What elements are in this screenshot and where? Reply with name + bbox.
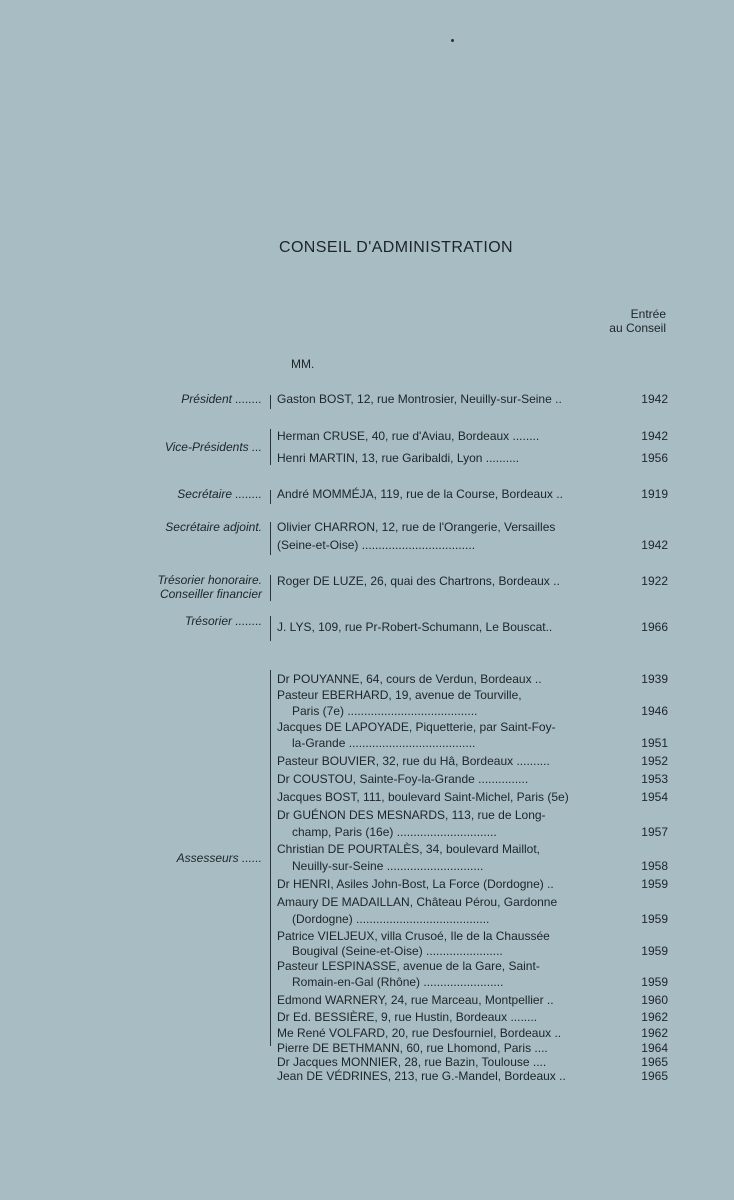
entry-text: (Dordogne) ........................................ — [292, 912, 490, 926]
entry-line — [277, 857, 668, 875]
entry-text: J. LYS, 109, rue Pr-Robert-Schumann, Le Bouscat.. — [277, 620, 553, 634]
entries — [277, 429, 668, 465]
bracket — [270, 575, 271, 601]
entry-line — [277, 487, 668, 501]
entries — [277, 574, 668, 588]
entry-line — [277, 959, 668, 973]
entry-text: Herman CRUSE, 40, rue d'Aviau, Bordeaux ........ — [277, 429, 540, 443]
entry-year: 1939 — [641, 672, 668, 686]
ink-mark — [451, 39, 454, 42]
entry-text: Jacques DE LAPOYADE, Piquetterie, par Saint-Foy- — [277, 720, 556, 734]
entry-year: 1942 — [641, 429, 668, 443]
entry-year: 1919 — [641, 487, 668, 501]
entry-text: Dr POUYANNE, 64, cours de Verdun, Bordeaux .. — [277, 672, 542, 686]
entry-text: Olivier CHARRON, 12, rue de l'Orangerie, Versailles — [277, 520, 556, 534]
entry-line — [277, 823, 668, 841]
entry-text: Pasteur LESPINASSE, avenue de la Gare, Saint- — [277, 959, 540, 973]
bracket — [270, 429, 271, 465]
entry-text: André MOMMÉJA, 119, rue de la Course, Bordeaux .. — [277, 487, 563, 501]
entry-text: Patrice VIELJEUX, villa Crusoé, Ile de la Chaussée — [277, 929, 550, 943]
entry-year: 1958 — [641, 859, 668, 873]
role-label: Conseiller financier — [159, 587, 262, 601]
entry-year: 1959 — [641, 944, 668, 958]
entry-line — [277, 894, 668, 910]
entry-line — [277, 429, 668, 443]
entry-year: 1962 — [641, 1010, 668, 1024]
entry-line — [277, 1009, 668, 1025]
entries — [277, 392, 668, 406]
entry-line — [277, 392, 668, 406]
role-label: Trésorier honoraire. — [157, 573, 262, 587]
role-label: Secrétaire ........ — [177, 487, 262, 501]
entry-line — [277, 720, 668, 734]
entry-year: 1956 — [641, 451, 668, 465]
entry-year: 1942 — [641, 392, 668, 406]
entree-line2: au Conseil — [609, 321, 666, 335]
entry-text: Romain-en-Gal (Rhône) ........................ — [292, 975, 504, 989]
entry-line — [277, 520, 668, 534]
role-label: Assesseurs ...... — [176, 851, 262, 865]
entry-text: Jean DE VÉDRINES, 213, rue G.-Mandel, Bordeaux .. — [277, 1069, 566, 1083]
bracket — [270, 616, 271, 641]
bracket — [270, 522, 271, 555]
entry-line — [277, 1055, 668, 1069]
entry-line — [277, 451, 668, 465]
mm-label: MM. — [291, 357, 315, 371]
entry-year: 1966 — [641, 620, 668, 634]
entry-text: Pierre DE BETHMANN, 60, rue Lhomond, Paris .... — [277, 1041, 548, 1055]
entry-year: 1946 — [641, 704, 668, 718]
page-title: CONSEIL D'ADMINISTRATION — [279, 239, 514, 256]
entries — [277, 670, 668, 1083]
entry-year: 1960 — [641, 993, 668, 1007]
entry-line — [277, 620, 668, 634]
entry-line — [277, 910, 668, 928]
entry-line — [277, 807, 668, 823]
entry-line — [277, 944, 668, 959]
bracket — [270, 490, 271, 504]
entry-line — [277, 928, 668, 944]
entry-year: 1922 — [641, 574, 668, 588]
role-label: Vice-Présidents ... — [164, 440, 262, 454]
entry-line — [277, 875, 668, 894]
entries — [277, 520, 668, 552]
entry-line — [277, 991, 668, 1009]
entry-text: (Seine-et-Oise) .................................. — [277, 538, 476, 552]
entry-text: la-Grande ...................................... — [292, 736, 476, 750]
entry-text: Amaury DE MADAILLAN, Château Pérou, Gardonne — [277, 895, 558, 909]
entry-text: Bougival (Seine-et-Oise) ....................... — [292, 944, 503, 958]
entry-line — [277, 734, 668, 752]
entry-year: 1965 — [641, 1069, 668, 1083]
entry-year: 1942 — [641, 538, 668, 552]
role-label: Président ........ — [181, 392, 262, 406]
entry-year: 1959 — [641, 912, 668, 926]
entry-text: Neuilly-sur-Seine ............................. — [292, 859, 484, 873]
entry-line — [277, 973, 668, 991]
entry-line — [277, 841, 668, 857]
entries — [277, 620, 668, 634]
entry-text: Gaston BOST, 12, rue Montrosier, Neuilly-sur-Seine .. — [277, 392, 562, 406]
entry-line — [277, 752, 668, 770]
entry-text: Pasteur BOUVIER, 32, rue du Hâ, Bordeaux .......... — [277, 754, 550, 768]
entry-text: Roger DE LUZE, 26, quai des Chartrons, Bordeaux .. — [277, 574, 560, 588]
entry-text: Dr Ed. BESSIÈRE, 9, rue Hustin, Bordeaux ........ — [277, 1010, 538, 1024]
bracket — [270, 670, 271, 1046]
entry-year: 1964 — [641, 1041, 668, 1055]
entry-text: Dr GUÉNON DES MESNARDS, 113, rue de Long- — [277, 808, 546, 822]
entry-text: Edmond WARNERY, 24, rue Marceau, Montpellier .. — [277, 993, 554, 1007]
entry-line — [277, 788, 668, 807]
entry-year: 1952 — [641, 754, 668, 768]
bracket — [270, 395, 271, 409]
entry-text: Pasteur EBERHARD, 19, avenue de Tourville, — [277, 688, 522, 702]
entry-year: 1962 — [641, 1026, 668, 1040]
entry-text: Dr COUSTOU, Sainte-Foy-la-Grande ............... — [277, 772, 529, 786]
role-label: Trésorier ........ — [184, 614, 262, 628]
entry-line — [277, 670, 668, 688]
entry-text: Dr HENRI, Asiles John-Bost, La Force (Dordogne) .. — [277, 877, 554, 891]
entry-year: 1959 — [641, 877, 668, 891]
entry-year: 1954 — [641, 790, 668, 804]
entree-header — [609, 307, 666, 335]
entry-line — [277, 770, 668, 788]
entry-year: 1957 — [641, 825, 668, 839]
entry-line — [277, 1041, 668, 1055]
entry-text: Paris (7e) ....................................... — [292, 704, 478, 718]
entry-text: Dr Jacques MONNIER, 28, rue Bazin, Toulouse .... — [277, 1055, 547, 1069]
entry-line — [277, 574, 668, 588]
role-label: Secrétaire adjoint. — [165, 520, 262, 534]
entry-year: 1951 — [641, 736, 668, 750]
entry-line — [277, 702, 668, 720]
entry-text: Me René VOLFARD, 20, rue Desfourniel, Bordeaux .. — [277, 1026, 562, 1040]
entry-text: Jacques BOST, 111, boulevard Saint-Michel, Paris (5e) — [277, 790, 569, 804]
entry-year: 1959 — [641, 975, 668, 989]
entry-year: 1965 — [641, 1055, 668, 1069]
entries — [277, 487, 668, 501]
entry-line — [277, 1025, 668, 1041]
entry-year: 1953 — [641, 772, 668, 786]
entry-text: Christian DE POURTALÈS, 34, boulevard Maillot, — [277, 842, 540, 856]
entry-line — [277, 538, 668, 552]
entry-line — [277, 688, 668, 702]
entry-text: champ, Paris (16e) .............................. — [292, 825, 497, 839]
entry-line — [277, 1069, 668, 1083]
entree-line1: Entrée — [630, 307, 666, 321]
entry-text: Henri MARTIN, 13, rue Garibaldi, Lyon .......... — [277, 451, 520, 465]
